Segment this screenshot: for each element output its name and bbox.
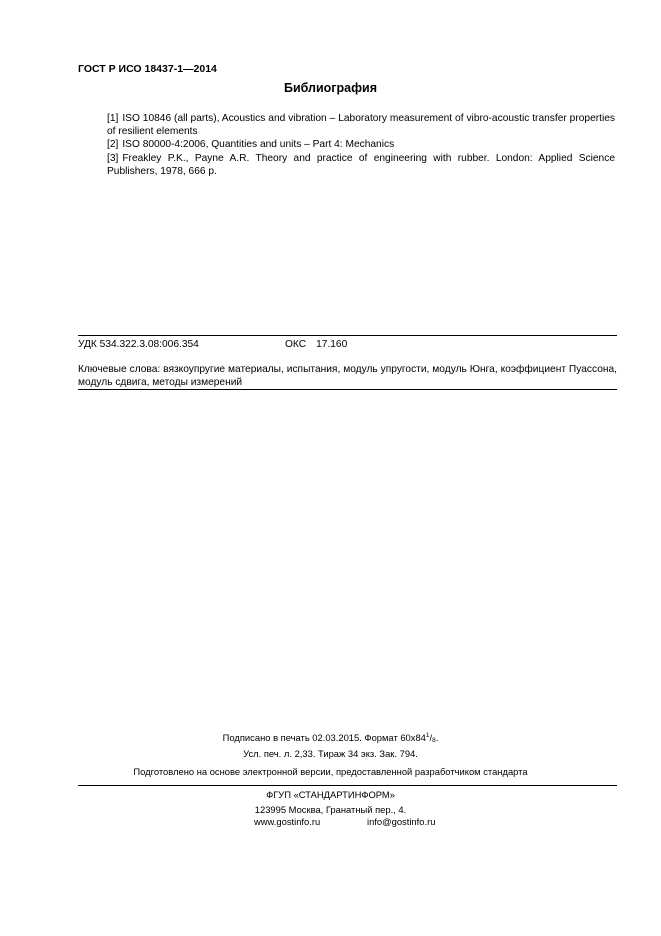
standard-id: ГОСТ Р ИСО 18437-1—2014 <box>78 63 217 75</box>
website-link[interactable]: www.gostinfo.ru <box>254 816 321 827</box>
entry-number: [3] <box>107 152 119 164</box>
prepared-note: Подготовлено на основе электронной версии, предоставленной разработчиком стандарта <box>133 766 528 777</box>
bibliography-list <box>107 112 615 178</box>
bibliography-entry <box>107 138 615 151</box>
print-info: Усл. печ. л. 2,33. Тираж 34 экз. Зак. 794. <box>243 748 418 759</box>
oks-value: 17.160 <box>316 339 348 350</box>
entry-text: Freakley P.K., Payne A.R. Theory and practice of engineering with rubber. London: Applied Science Publishers, 1978, 666 p. <box>107 152 615 177</box>
entry-number: [1] <box>107 113 119 124</box>
entry-number: [2] <box>107 139 119 151</box>
divider-keywords <box>78 389 617 390</box>
signed-text: Подписано в печать 02.03.2015. Формат 60х84 <box>222 732 426 743</box>
divider-bottom <box>78 785 617 786</box>
publisher-address: 123995 Москва, Гранатный пер., 4. <box>254 804 407 815</box>
entry-text: ISO 10846 (all parts), Acoustics and vibration – Laboratory measurement of vibro-acoustic transfer properties of resilient elements <box>107 113 615 138</box>
entry-text: ISO 80000-4:2006, Quantities and units – Part 4: Mechanics <box>122 139 395 151</box>
email-link[interactable]: info@gostinfo.ru <box>367 816 436 827</box>
keywords: Ключевые слова: вязкоупругие материалы, испытания, модуль упругости, модуль Юнга, коэффициент Пуассона, модуль сдвига, методы измерений <box>78 364 617 389</box>
divider-top <box>78 335 617 336</box>
format-sub: 8 <box>432 737 436 744</box>
oks-label: ОКС <box>285 339 307 350</box>
imprint-signed: Подписано в печать 02.03.2015. Формат $60х84^1/8$. Усл. печ. л. 2,33. Тираж 34 экз. Зак. 794. <box>0 729 661 760</box>
bibliography-entry <box>107 152 615 178</box>
classification-row <box>78 339 348 350</box>
bibliography-entry <box>107 112 615 138</box>
udk-code: УДК 534.322.3.08:006.354 <box>78 339 199 350</box>
format-sup: 1 <box>425 732 430 739</box>
oks-code <box>285 339 347 350</box>
publisher-name: ФГУП «СТАНДАРТИНФОРМ» <box>266 789 395 800</box>
bibliography-title: Библиография <box>283 81 378 95</box>
